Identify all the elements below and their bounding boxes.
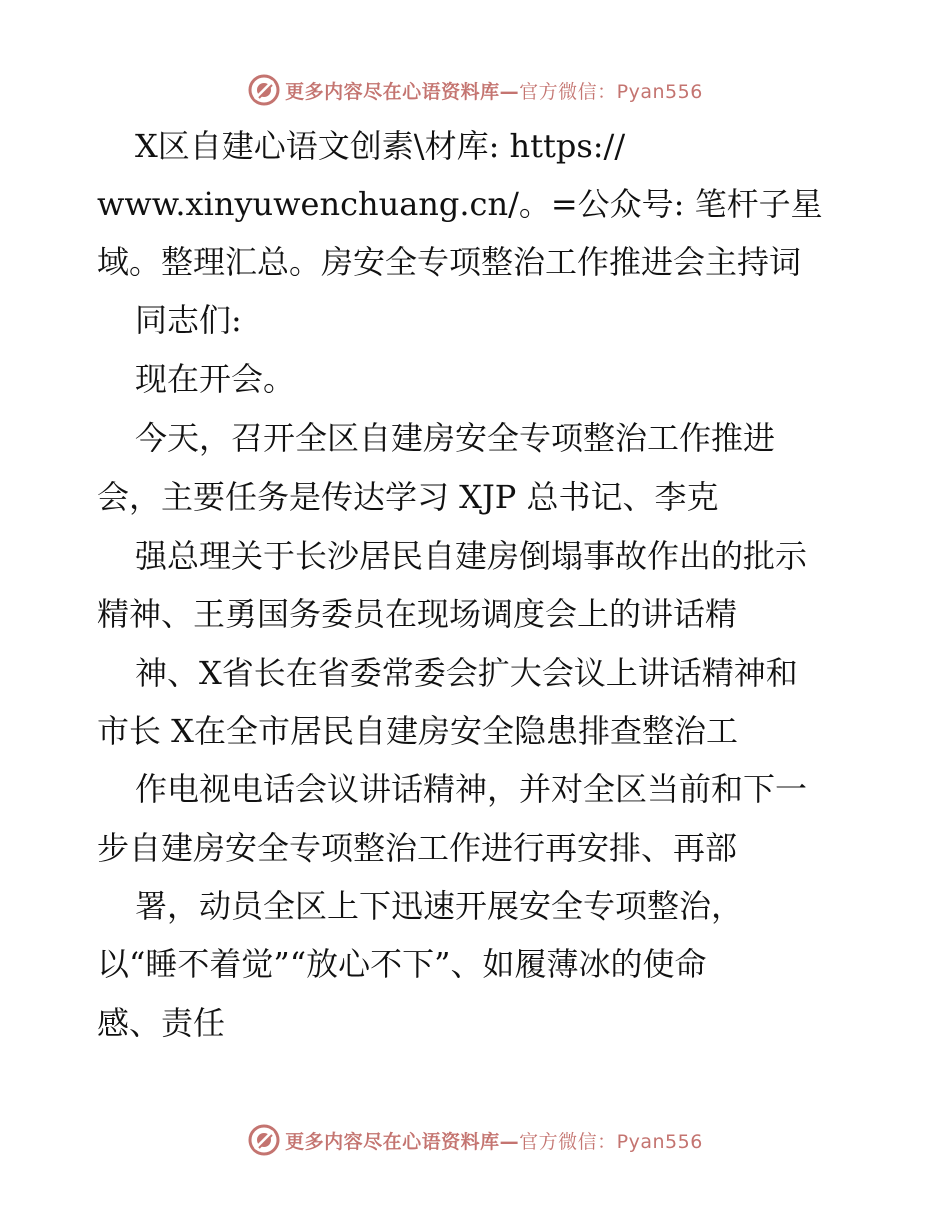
text-line: 神、X省长在省委常委会扩大会议上讲话精神和 [135, 654, 798, 692]
text-line: 今天，召开全区自建房安全专项整治工作推进 [135, 419, 776, 457]
brand-logo-icon [247, 73, 281, 107]
brand-logo-icon [247, 1123, 281, 1157]
text-line: 现在开会。 [135, 360, 296, 398]
text-line: 域。整理汇总。房安全专项整治工作推进会主持词 [97, 243, 802, 281]
text-line: 步自建房安全专项整治工作进行再安排、再部 [97, 829, 738, 867]
text-line: 精神、王勇国务委员在现场调度会上的讲话精 [97, 595, 738, 633]
text-line: 以“睡不着觉”“放心不下”、如履薄冰的使命 [97, 945, 707, 983]
text-line: 同志们: [135, 301, 242, 339]
text-line: 强总理关于长沙居民自建房倒塌事故作出的批示 [135, 537, 808, 575]
text-line: 市长 X在全市居民自建房安全隐患排查整治工 [97, 712, 738, 750]
text-line: 作电视电话会议讲话精神，并对全区当前和下一 [135, 770, 808, 808]
banner-text: 更多内容尽在心语资料库—官方微信：Pyan556 [285, 1130, 703, 1153]
header-watermark [0, 70, 950, 110]
text-line: www.xinyuwenchuang.cn/。=公众号: 笔杆子星 [97, 185, 823, 223]
text-line: 会，主要任务是传达学习 XJP 总书记、李克 [97, 478, 719, 516]
banner-text: 更多内容尽在心语资料库—官方微信：Pyan556 [285, 80, 703, 103]
text-line: X区自建心语文创素\材库: https:// [135, 127, 626, 165]
text-line: 署，动员全区上下迅速开展安全专项整治， [135, 887, 744, 925]
text-line: 感、责任 [97, 1004, 226, 1042]
footer-watermark [0, 1120, 950, 1160]
